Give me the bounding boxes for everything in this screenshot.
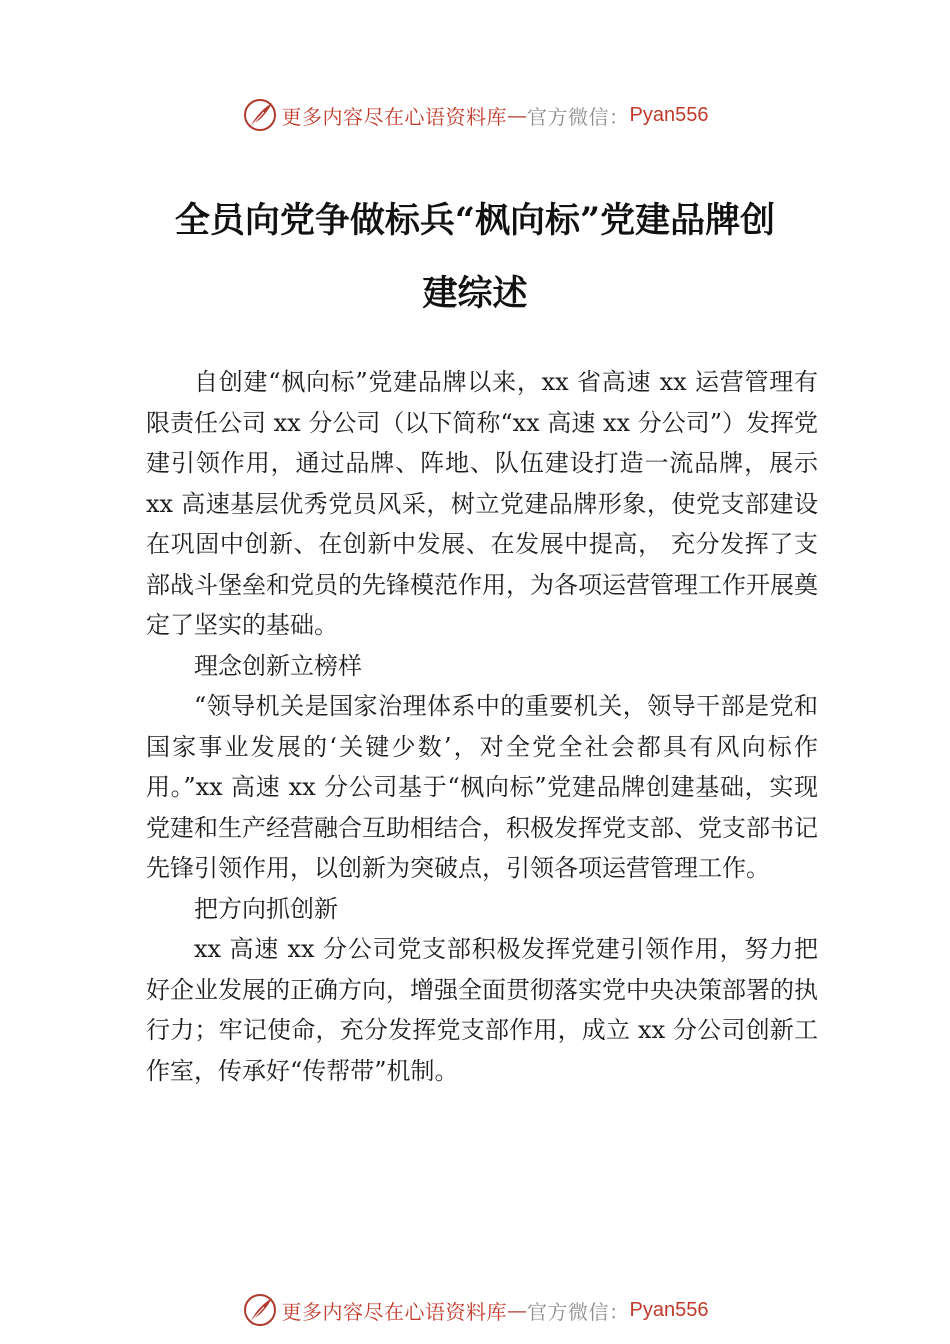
document-body (146, 362, 818, 1091)
header-watermark-banner (0, 95, 950, 135)
banner-dash: — (507, 103, 528, 127)
body-paragraph-concept: “领导机关是国家治理体系中的重要机关，领导干部是党和国家事业发展的‘关键少数’，对全党全社会都具有风向标作用。”xx 高速 xx 分公司基于“枫向标”党建品牌创建基础，实现党建和生产经营融合互助相结合，积极发挥党支部、党支部书记先锋引领作用，以创新为突破点，引领各项运营管理工作。 (146, 692, 818, 882)
banner-wechat-label: 官方微信： (527, 1299, 630, 1324)
feather-quill-logo-icon (242, 1292, 278, 1328)
banner-library-text: 更多内容尽在心语资料库 (281, 1299, 508, 1324)
section-heading-concept: 理念创新立榜样 (194, 651, 362, 680)
body-paragraph-intro: 自创建“枫向标”党建品牌以来，xx 省高速 xx 运营管理有限责任公司 xx 分公司（以下简称“xx 高速 xx 分公司”）发挥党建引领作用，通过品牌、阵地、队伍建设打造一流品牌，展示 xx 高速基层优秀党员风采，树立党建品牌形象，使党支部建设在巩固中创新、在创新中发展、在发展中提高， 充分发挥了支部战斗堡垒和党员的先锋模范作用，为各项运营管理工作开展奠定了坚实的基础。 (146, 368, 818, 639)
document-title-line-2: 建综述 (422, 273, 528, 314)
banner-wechat-id: Pyan556 (629, 1298, 709, 1321)
body-paragraph-direction: xx 高速 xx 分公司党支部积极发挥党建引领作用，努力把好企业发展的正确方向，增强全面贯彻落实党中央决策部署的执行力；牢记使命，充分发挥党支部作用，成立 xx 分公司创新工作室，传承好“传帮带”机制。 (146, 935, 818, 1085)
document-title-line-1: 全员向党争做标兵“枫向标”党建品牌创 (174, 200, 776, 241)
banner-wechat-label: 官方微信： (527, 104, 630, 129)
banner-library-text: 更多内容尽在心语资料库 (281, 104, 508, 129)
footer-watermark-banner (0, 1290, 950, 1330)
banner-dash: — (507, 1298, 528, 1322)
section-heading-direction: 把方向抓创新 (194, 894, 338, 923)
banner-wechat-id: Pyan556 (629, 103, 709, 126)
feather-quill-logo-icon (242, 97, 278, 133)
